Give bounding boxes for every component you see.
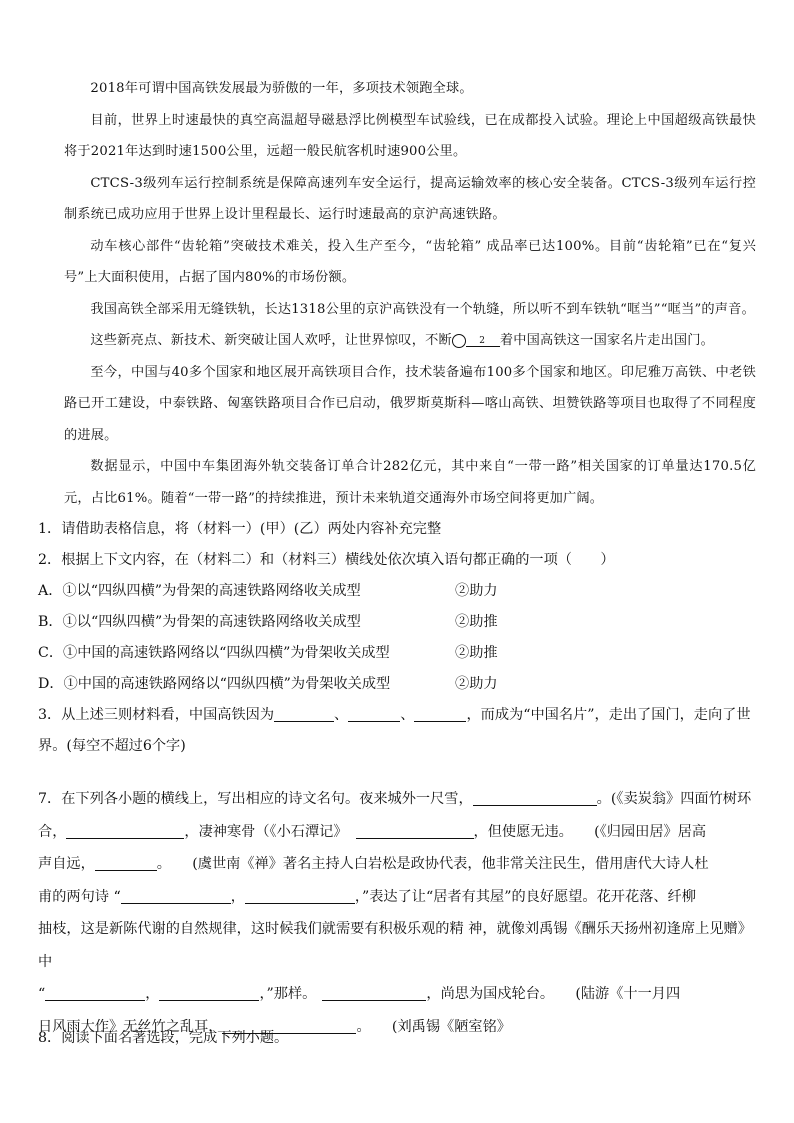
option-a-second: ②助力 [455,583,498,599]
answer-blank[interactable] [45,982,145,1001]
passage-text: 着中国高铁这一国家名片走出国门。 [499,333,715,348]
question-text: 7．在下列各小题的横线上，写出相应的诗文名句。夜来城外一尺雪， [38,791,473,807]
answer-blank[interactable] [95,852,157,871]
option-b-text: B．①以“四纵四横”为骨架的高速铁路网络收关成型 [38,614,361,630]
question-text: ，尚思为国戍轮台。 (陆游《十一月四 [426,986,681,1002]
question-8: 8．阅读下面名著选段，完成下列小题。 [38,1030,289,1046]
option-c-second: ②助推 [455,645,498,661]
question-text: ， [230,888,245,905]
circled-number-marker: 2 [452,334,466,348]
question-text: ，”那样。 [259,986,317,1002]
question-3 [38,700,758,762]
passage-paragraph: 至今，中国与40多个国家和地区展开高铁项目合作，技术装备遍布100多个国家和地区。印尼雅万高铁、中老铁路已开工建设，中泰铁路、匈塞铁路项目合作已启动，俄罗斯莫斯科—喀山高铁、坦赞铁路等项目也取得了不同程度的进展。 [64,364,756,443]
answer-blank[interactable] [245,885,355,904]
passage-paragraph: 目前，世界上时速最快的真空高温超导磁悬浮比例模型车试验线，已在成都投入试验。理论上中国超级高铁最快将于2021年达到时速1500公里，远超一般民航客机时速900公里。 [64,112,756,159]
answer-blank[interactable] [274,703,334,722]
question-1: 1．请借助表格信息，将（材料一）(甲）(乙）两处内容补充完整 [38,521,442,537]
passage-paragraph: CTCS-3级列车运行控制系统是保障高速列车安全运行，提高运输效率的核心安全装备。CTCS-3级列车运行控制系统已成功应用于世界上设计里程最长、运行时速最高的京沪高速铁路。 [64,175,756,222]
question-text: 、 [400,707,415,723]
passage-text: 这些新亮点、新技术、新突破让国人欢呼，让世界惊叹，不断 [90,333,452,348]
question-text: 日风雨大作》无丝竹之乱耳， [38,1018,223,1035]
question-text: “ [38,986,46,1002]
option-d-text: D．①中国的高速铁路网络以“四纵四横”为骨架收关成型 [38,676,391,692]
passage-paragraph: 动车核心部件“齿轮箱”突破技术难关，投入生产至今，“齿轮箱” 成品率已达100%。目前“齿轮箱”已在“复兴号”上大面积使用，占据了国内80%的市场份额。 [64,238,756,285]
answer-blank[interactable] [348,703,400,722]
option-b[interactable] [38,607,558,638]
answer-blank[interactable] [322,982,426,1001]
option-d-second: ②助力 [455,676,498,692]
question-text: 3．从上述三则材料看，中国高铁因为 [38,707,275,723]
answer-blank[interactable] [356,820,474,839]
question-text: ， [145,986,160,1002]
answer-blank[interactable] [66,820,184,839]
answer-blank[interactable] [159,982,259,1001]
option-d[interactable] [38,669,558,700]
question-text: 合， [38,823,67,840]
question-text: 。 (刘禹锡《陋室铭》 [356,1018,511,1035]
option-a-text: A．①以“四纵四横”为骨架的高速铁路网络收关成型 [38,583,361,599]
question-text: ，但使愿无违。 (《归园田居》居高 [473,823,707,840]
option-a[interactable] [38,576,558,607]
material-passage [64,73,756,514]
question-text: ，凄神寒骨（《小石潭记》 [184,823,348,840]
option-c-text: C．①中国的高速铁路网络以“四纵四横”为骨架收关成型 [38,645,390,661]
option-b-second: ②助推 [455,614,498,630]
question-text: 界。(每空不超过6个字) [38,738,186,754]
option-c[interactable] [38,638,558,669]
question-text: 声自远， [38,856,95,872]
answer-blank[interactable] [414,703,466,722]
fill-blank[interactable] [466,328,500,347]
question-text: 抽枝，这是新陈代谢的自然规律，这时候我们就需要有积极乐观的精 神，就像刘禹锡《酬乐天扬州初逢席上见赠》中 [38,921,752,970]
passage-paragraph [64,325,756,357]
question-7 [38,783,758,1043]
passage-paragraph: 我国高铁全部采用无缝铁轨，长达1318公里的京沪高铁没有一个轨缝，所以听不到车铁轨“哐当”“哐当”的声音。 [90,301,755,317]
question-2: 2．根据上下文内容，在（材料二）和（材料三）横线处依次填入语句都正确的一项（ ） [38,552,615,568]
passage-paragraph: 2018年可谓中国高铁发展最为骄傲的一年，多项技术领跑全球。 [90,81,473,96]
passage-paragraph: 数据显示，中国中车集团海外轨交装备订单合计282亿元，其中来自“一带一路”相关国家的订单量达170.5亿元，占比61%。随着“一带一路”的持续推进，预计未来轨道交通海外市场空间将更加广阔。 [64,459,756,506]
question-text: ，”表达了让“居者有其屋”的良好愿望。花开花落、纤柳 [354,888,696,905]
question-text: 。(《卖炭翁》四面竹树环 [596,791,752,807]
question-text: ，而成为“中国名片”，走出了国门，走向了世 [466,707,751,723]
question-text: 甫的两句诗 “ [38,888,121,905]
question-text: 、 [334,707,349,723]
answer-blank[interactable] [121,885,231,904]
answer-blank[interactable] [473,787,597,806]
question-text: 。 (虞世南《禅》著名主持人白岩松是政协代表，他非常关注民生，借用唐代大诗人杜 [156,856,709,872]
